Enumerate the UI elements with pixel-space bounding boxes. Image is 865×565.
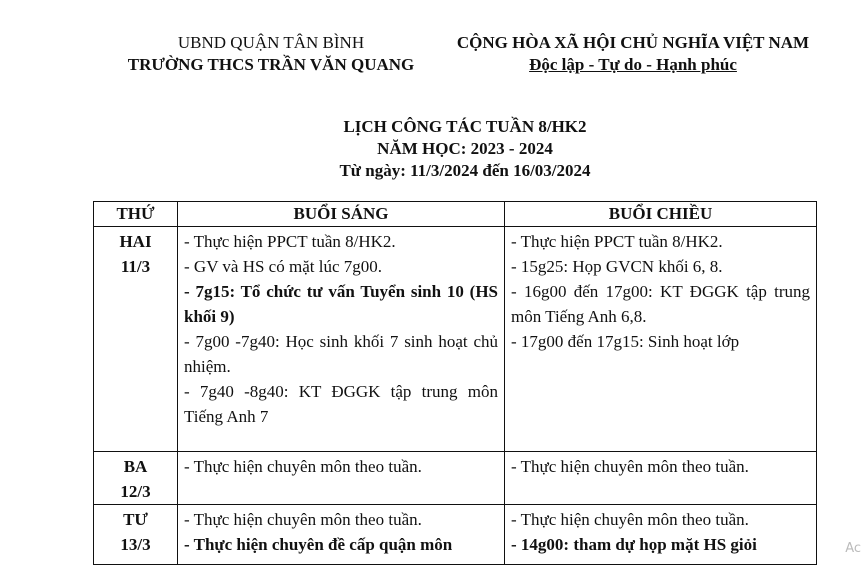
- schedule-item: - Thực hiện chuyên đề cấp quận môn: [184, 535, 453, 554]
- motto: Độc lập - Tự do - Hạnh phúc: [529, 55, 737, 74]
- day-name: HAI: [119, 232, 152, 251]
- schedule-item: - Thực hiện chuyên môn theo tuần.: [511, 510, 749, 529]
- schedule-item: - 7g15: Tổ chức tư vấn Tuyển sinh 10 (HS khối 9): [184, 282, 498, 326]
- morning-cell: [178, 227, 505, 452]
- schedule-item: - 15g25: Họp GVCN khối 6, 8.: [511, 257, 723, 276]
- issuer-block: [118, 32, 424, 76]
- afternoon-cell: [505, 505, 817, 565]
- day-name: BA: [123, 457, 148, 476]
- national-motto-block: [444, 32, 822, 76]
- table-row: [94, 452, 817, 505]
- schedule-item: - Thực hiện chuyên môn theo tuần.: [184, 510, 422, 529]
- day-cell: [94, 505, 178, 565]
- day-cell: [94, 227, 178, 452]
- district-name: UBND QUẬN TÂN BÌNH: [177, 33, 365, 52]
- table-row: [94, 505, 817, 565]
- schedule-item: - 14g00: tham dự họp mặt HS giỏi: [511, 535, 757, 554]
- watermark-text: Ac: [845, 541, 861, 556]
- schedule-item: - 16g00 đến 17g00: KT ĐGGK tập trung môn Tiếng Anh 6,8.: [511, 282, 810, 326]
- table-header-row: [94, 202, 817, 227]
- day-name: TƯ: [123, 510, 148, 529]
- afternoon-cell: [505, 452, 817, 505]
- table-row: [94, 227, 817, 452]
- title-week: LỊCH CÔNG TÁC TUẦN 8/HK2: [343, 117, 587, 136]
- day-date: 12/3: [120, 482, 151, 501]
- schedule-item: - 7g40 -8g40: KT ĐGGK tập trung môn Tiếng Anh 7: [184, 382, 498, 426]
- schedule-item: - Thực hiện PPCT tuần 8/HK2.: [184, 232, 396, 251]
- schedule-item: - Thực hiện chuyên môn theo tuần.: [511, 457, 749, 476]
- title-date-range: Từ ngày: 11/3/2024 đến 16/03/2024: [339, 161, 591, 180]
- morning-cell: [178, 505, 505, 565]
- schedule-item: - Thực hiện chuyên môn theo tuần.: [184, 457, 422, 476]
- day-date: 11/3: [120, 257, 151, 276]
- header-afternoon: BUỔI CHIỀU: [505, 202, 817, 227]
- schedule-table: [93, 201, 817, 565]
- header-morning: BUỔI SÁNG: [178, 202, 505, 227]
- morning-cell: [178, 452, 505, 505]
- schedule-item: - 17g00 đến 17g15: Sinh hoạt lớp: [511, 332, 740, 351]
- schedule-item: - 7g00 -7g40: Học sinh khối 7 sinh hoạt chủ nhiệm.: [184, 332, 498, 376]
- title-school-year: NĂM HỌC: 2023 - 2024: [377, 139, 553, 158]
- header-day: THỨ: [94, 202, 178, 227]
- school-name: TRƯỜNG THCS TRẦN VĂN QUANG: [127, 55, 415, 74]
- day-cell: [94, 452, 178, 505]
- day-date: 13/3: [120, 535, 151, 554]
- document-title: [0, 116, 865, 182]
- afternoon-cell: [505, 227, 817, 452]
- country-name: CỘNG HÒA XÃ HỘI CHỦ NGHĨA VIỆT NAM: [456, 33, 810, 52]
- schedule-item: - GV và HS có mặt lúc 7g00.: [184, 257, 382, 276]
- schedule-item: - Thực hiện PPCT tuần 8/HK2.: [511, 232, 723, 251]
